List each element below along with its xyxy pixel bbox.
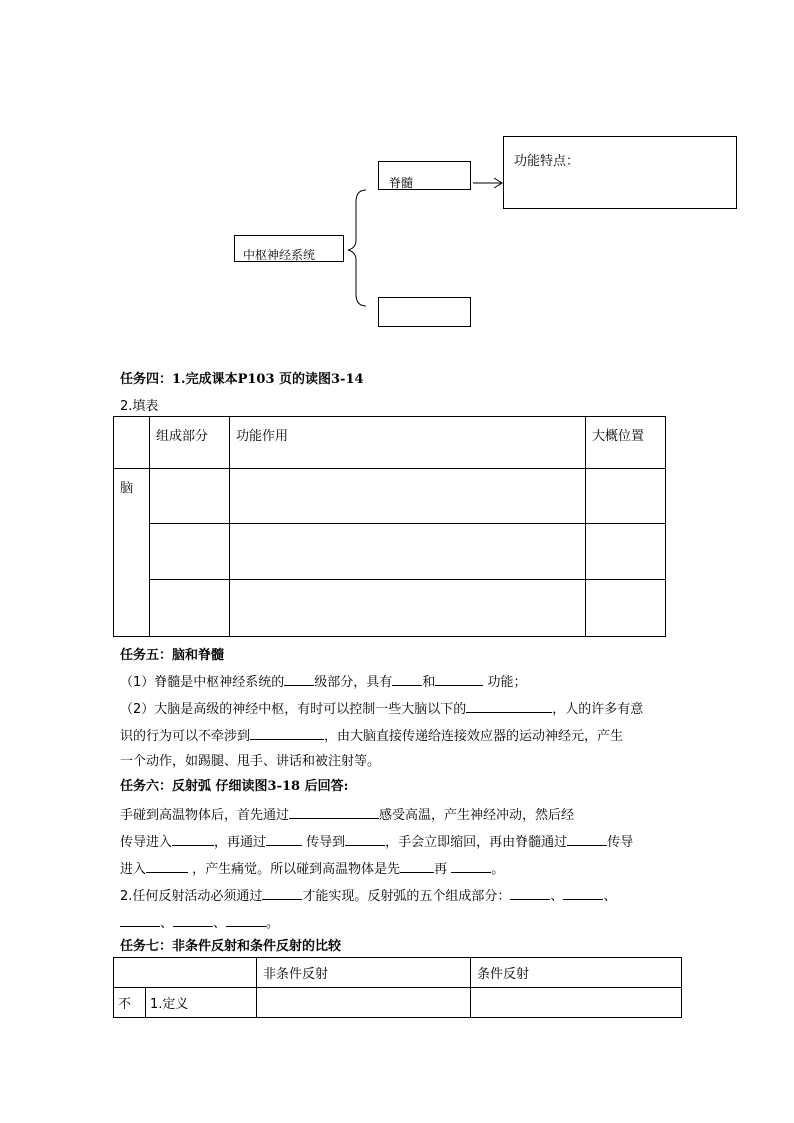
fill-blank[interactable] bbox=[146, 860, 188, 873]
fill-blank[interactable] bbox=[250, 727, 324, 740]
task4-sub: 2.填表 bbox=[120, 399, 159, 414]
fill-blank[interactable] bbox=[120, 914, 160, 927]
cell-empty bbox=[150, 524, 230, 580]
fill-blank[interactable] bbox=[289, 806, 379, 819]
cell-empty bbox=[471, 988, 682, 1018]
header-conditioned: 条件反射 bbox=[471, 958, 682, 988]
header-location: 大概位置 bbox=[586, 417, 666, 469]
task5-line3: 识的行为可以不牵涉到 ，由大脑直接传递给连接效应器的运动神经元，产生 bbox=[120, 729, 624, 744]
reflex-table-corner bbox=[114, 958, 257, 988]
cell-empty bbox=[230, 580, 586, 637]
fill-blank[interactable] bbox=[466, 700, 552, 713]
task6-line5: 、 、 。 bbox=[120, 914, 279, 932]
row-label-brain: 脑 bbox=[114, 469, 150, 637]
fill-blank[interactable] bbox=[172, 833, 214, 846]
fill-blank[interactable] bbox=[563, 887, 603, 900]
task4-title: 任务四：1.完成课本P103 页的读图3-14 bbox=[120, 372, 364, 387]
fill-blank[interactable] bbox=[266, 833, 302, 846]
fill-blank[interactable] bbox=[567, 833, 607, 846]
fill-blank[interactable] bbox=[435, 673, 483, 686]
cns-label: 中枢神经系统 bbox=[243, 248, 316, 262]
cell-empty bbox=[586, 524, 666, 580]
cell-empty bbox=[257, 988, 471, 1018]
cell-empty bbox=[150, 469, 230, 524]
fill-blank[interactable] bbox=[345, 833, 385, 846]
task6-line4: 2.任何反射活动必须通过 才能实现。反射弧的五个组成部分： 、 、 bbox=[120, 889, 617, 904]
fill-blank[interactable] bbox=[173, 914, 213, 927]
arrow-icon bbox=[472, 176, 504, 190]
task5-line1: （1）脊髓是中枢神经系统的 级部分，具有 和 功能； bbox=[120, 675, 527, 690]
cell-empty bbox=[586, 469, 666, 524]
task6-title: 任务六：反射弧 仔细读图3-18 后回答: bbox=[120, 779, 349, 794]
fill-blank[interactable] bbox=[451, 860, 491, 873]
reflex-table bbox=[113, 957, 682, 1018]
task7-title: 任务七：非条件反射和条件反射的比较 bbox=[120, 939, 342, 954]
brain-table-corner bbox=[114, 417, 150, 469]
task5-title: 任务五：脑和脊髓 bbox=[120, 648, 225, 663]
row-label-definition: 1.定义 bbox=[146, 988, 257, 1018]
task6-line3: 进入 ，产生痛觉。所以碰到高温物体是先 再 。 bbox=[120, 862, 505, 877]
brain-table bbox=[113, 416, 666, 637]
header-function: 功能作用 bbox=[230, 417, 586, 469]
header-composition: 组成部分 bbox=[150, 417, 230, 469]
task5-line2: （2）大脑是高级的神经中枢，有时可以控制一些大脑以下的 ，人的许多有意 bbox=[120, 702, 644, 717]
task6-line1: 手碰到高温物体后，首先通过 感受高温，产生神经冲动，然后经 bbox=[120, 808, 575, 823]
fill-blank[interactable] bbox=[510, 887, 550, 900]
fill-blank[interactable] bbox=[284, 673, 314, 686]
cell-empty bbox=[230, 524, 586, 580]
task6-line2: 传导进入 ，再通过 传导到 ，手会立即缩回，再由脊髓通过 传导 bbox=[120, 835, 634, 850]
header-unconditioned: 非条件反射 bbox=[257, 958, 471, 988]
spinal-label: 脊髓 bbox=[389, 176, 414, 190]
fill-blank[interactable] bbox=[226, 914, 266, 927]
cell-empty bbox=[586, 580, 666, 637]
fill-blank[interactable] bbox=[400, 860, 434, 873]
brain-empty-box bbox=[378, 297, 471, 327]
brace-icon bbox=[346, 188, 368, 308]
task5-line4: 一个动作，如踢腿、甩手、讲话和被注射等。 bbox=[120, 754, 381, 769]
row-group-label: 不 bbox=[114, 988, 146, 1018]
fill-blank[interactable] bbox=[392, 673, 422, 686]
fill-blank[interactable] bbox=[262, 887, 302, 900]
cell-empty bbox=[150, 580, 230, 637]
cell-empty bbox=[230, 469, 586, 524]
function-label: 功能特点： bbox=[514, 154, 580, 169]
function-box bbox=[503, 136, 737, 209]
